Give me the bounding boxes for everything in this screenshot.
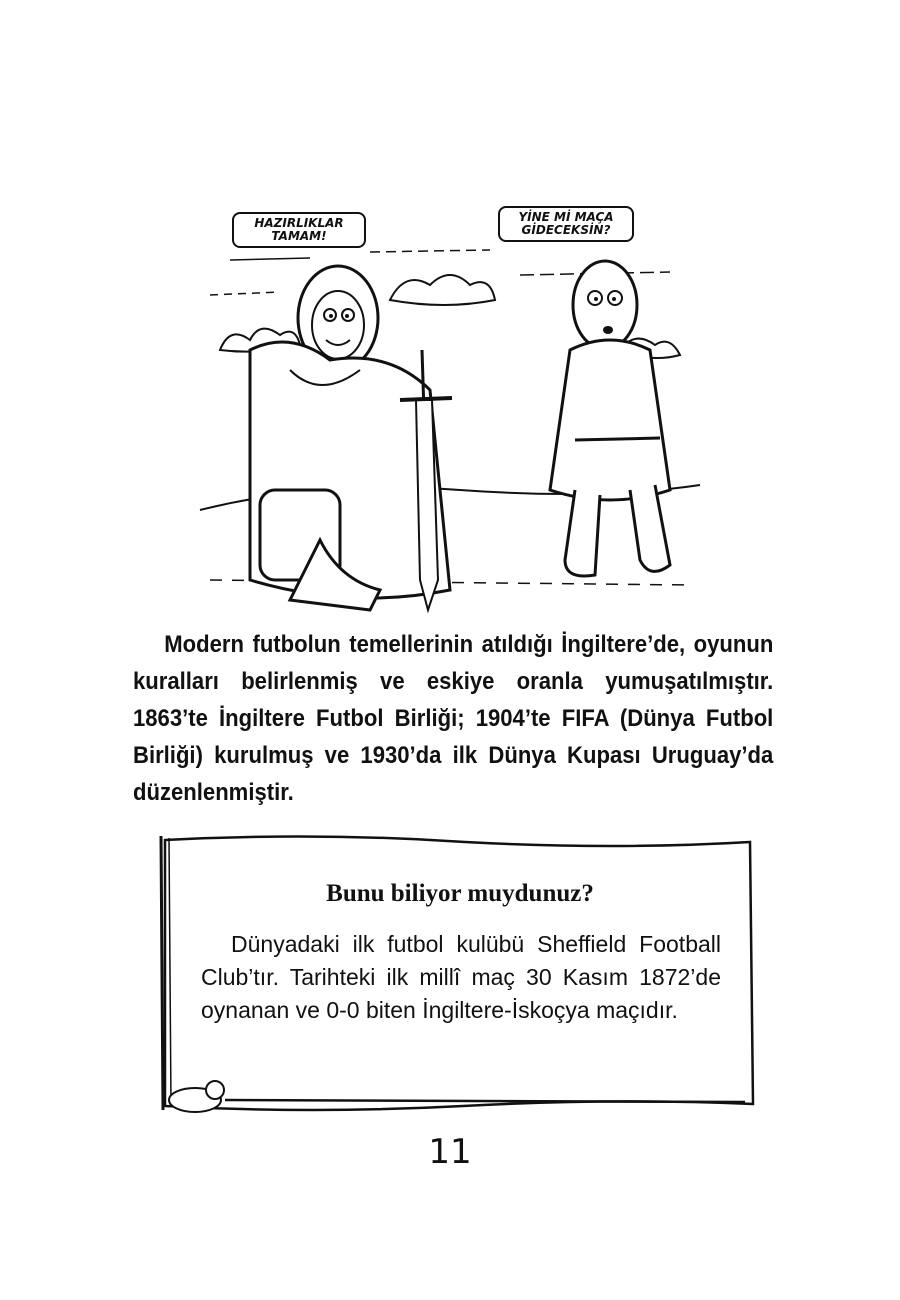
main-paragraph: Modern futbolun temellerinin atıldığı İngiltere’de, oyunun kuralları belirlenmiş ve eskiye oranla yumuşatılmıştır. 1863’te İngiltere Futbol Birliği; 1904’te FIFA (Dünya Futbol Birliği) kurulmuş ve 1930’da ilk Dünya Kupası Uruguay’da düzenlenmiştir. bbox=[133, 631, 774, 806]
info-box-text: Dünyadaki ilk futbol kulübü Sheffield Football Club’tır. Tarihteki ilk millî maç 30 Kasım 1872’de oynanan ve 0-0 biten İngiltere-İskoçya maçıdır. bbox=[201, 931, 721, 1023]
page-number: 11 bbox=[428, 1132, 472, 1172]
speech-bubble-squire: YİNE Mİ MAÇA GİDECEKSİN? bbox=[498, 206, 634, 242]
speech-bubble-knight: HAZIRLIKLAR TAMAM! bbox=[232, 212, 366, 248]
cartoon-drawing bbox=[190, 200, 710, 620]
info-box bbox=[155, 828, 755, 1118]
info-box-title: Bunu biliyor muydunuz? bbox=[326, 880, 594, 907]
cartoon-illustration bbox=[190, 200, 710, 620]
